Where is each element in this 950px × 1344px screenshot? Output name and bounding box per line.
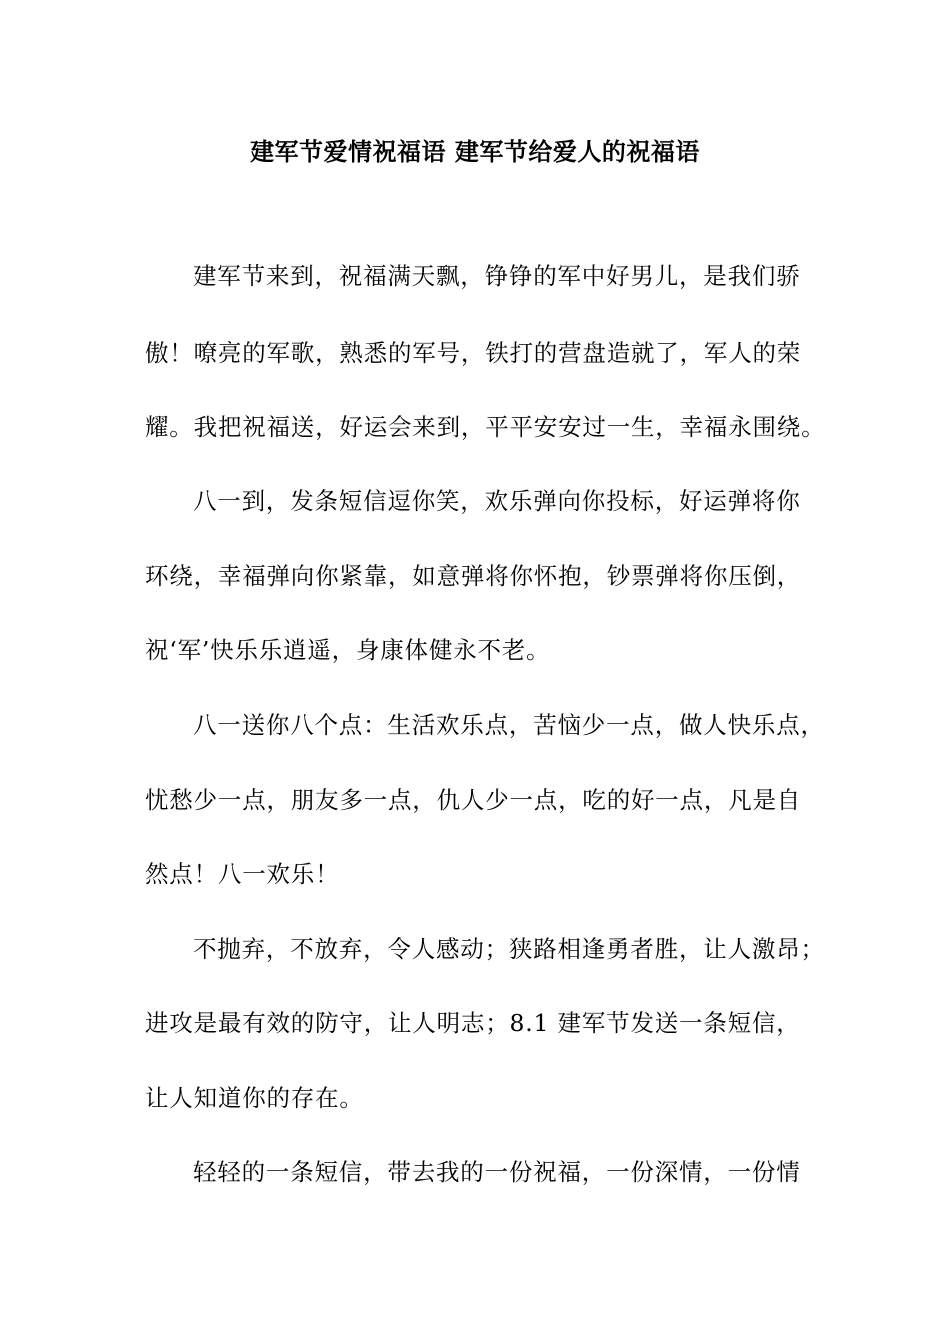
paragraph-5-line-1: 轻轻的一条短信，带去我的一份祝福，一份深情，一份情 <box>193 1158 801 1186</box>
paragraph-1-line-3: 耀。我把祝福送，好运会来到，平平安安过一生，幸福永围绕。 <box>145 413 826 441</box>
paragraph-4-line-3: 让人知道你的存在。 <box>145 1084 364 1112</box>
paragraph-3-line-3: 然点！八一欢乐！ <box>145 860 340 888</box>
paragraph-2-line-3: 祝‘军’快乐乐逍遥，身康体健永不老。 <box>145 636 551 664</box>
paragraph-4-line-1: 不抛弃，不放弃，令人感动；狭路相逢勇者胜，让人激昂； <box>193 935 825 963</box>
paragraph-3-line-1: 八一送你八个点：生活欢乐点，苦恼少一点，做人快乐点， <box>193 711 825 739</box>
paragraph-4-line-2: 进攻是最有效的防守，让人明志；8.1 建军节发送一条短信， <box>145 1009 801 1037</box>
paragraph-3-line-2: 忧愁少一点，朋友多一点，仇人少一点，吃的好一点，凡是自 <box>145 786 802 814</box>
paragraph-2-line-1: 八一到，发条短信逗你笑，欢乐弹向你投标，好运弹将你 <box>193 487 801 515</box>
paragraph-1-line-1: 建军节来到，祝福满天飘，铮铮的军中好男儿，是我们骄 <box>193 262 801 290</box>
paragraph-2-line-2: 环绕，幸福弹向你紧靠，如意弹将你怀抱，钞票弹将你压倒， <box>145 562 802 590</box>
document-title: 建军节爱情祝福语 建军节给爱人的祝福语 <box>250 137 700 166</box>
paragraph-1-line-2: 傲！嘹亮的军歌，熟悉的军号，铁打的营盘造就了，军人的荣 <box>145 339 802 367</box>
